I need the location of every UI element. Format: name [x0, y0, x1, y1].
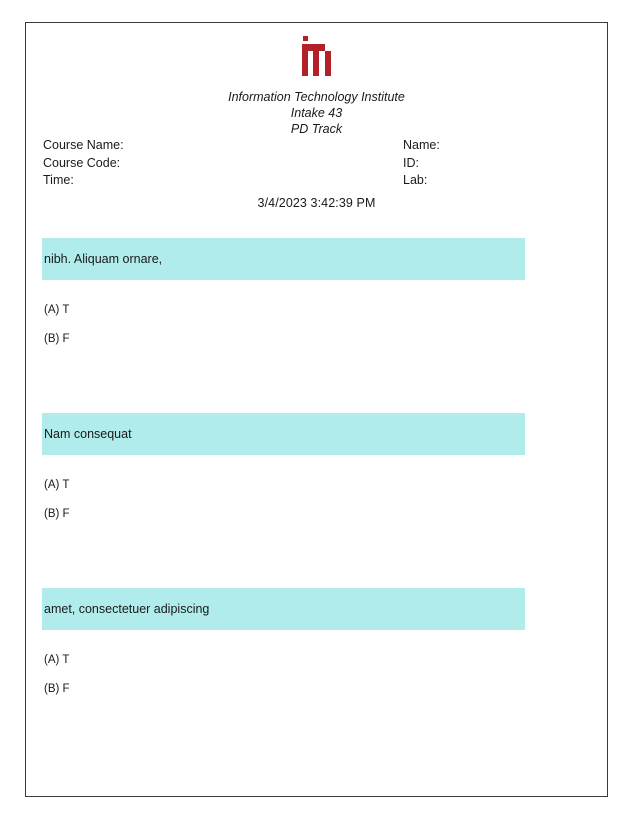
- question-text: nibh. Aliquam ornare,: [42, 238, 525, 280]
- question-spacer: [42, 361, 525, 413]
- option-a[interactable]: (A) T: [44, 304, 70, 316]
- course-name-label: Course Name:: [43, 138, 124, 152]
- name-label: Name:: [403, 138, 440, 152]
- meta-column-left: [43, 137, 124, 190]
- institute-name: Information Technology Institute: [228, 90, 405, 104]
- question-text: Nam consequat: [42, 413, 525, 455]
- id-label: ID:: [403, 155, 419, 170]
- intake-label: Intake 43: [290, 106, 343, 120]
- question-options: [42, 455, 525, 521]
- question-options: [42, 630, 525, 696]
- option-b[interactable]: (B) F: [44, 683, 70, 695]
- exam-timestamp: 3/4/2023 3:42:39 PM: [257, 196, 376, 210]
- meta-column-right: [403, 137, 440, 190]
- question-text: amet, consectetuer adipiscing: [42, 588, 525, 630]
- question-spacer: [42, 536, 525, 588]
- option-a[interactable]: (A) T: [44, 654, 70, 666]
- question-block: [42, 238, 525, 346]
- question-options: [42, 280, 525, 346]
- option-b[interactable]: (B) F: [44, 508, 70, 520]
- option-a[interactable]: (A) T: [44, 479, 70, 491]
- lab-label: Lab:: [403, 173, 428, 187]
- option-b[interactable]: (B) F: [44, 333, 70, 345]
- time-label: Time:: [43, 173, 74, 187]
- iti-logo-icon: [299, 36, 335, 76]
- institute-logo: [26, 36, 607, 78]
- exam-meta-fields: [26, 137, 607, 193]
- question-list: [42, 238, 525, 711]
- question-block: [42, 588, 525, 696]
- track-label: PD Track: [290, 122, 343, 136]
- institute-header: [26, 89, 607, 137]
- exam-paper-sheet: [25, 22, 608, 797]
- question-block: [42, 413, 525, 521]
- course-code-label: Course Code:: [43, 155, 121, 170]
